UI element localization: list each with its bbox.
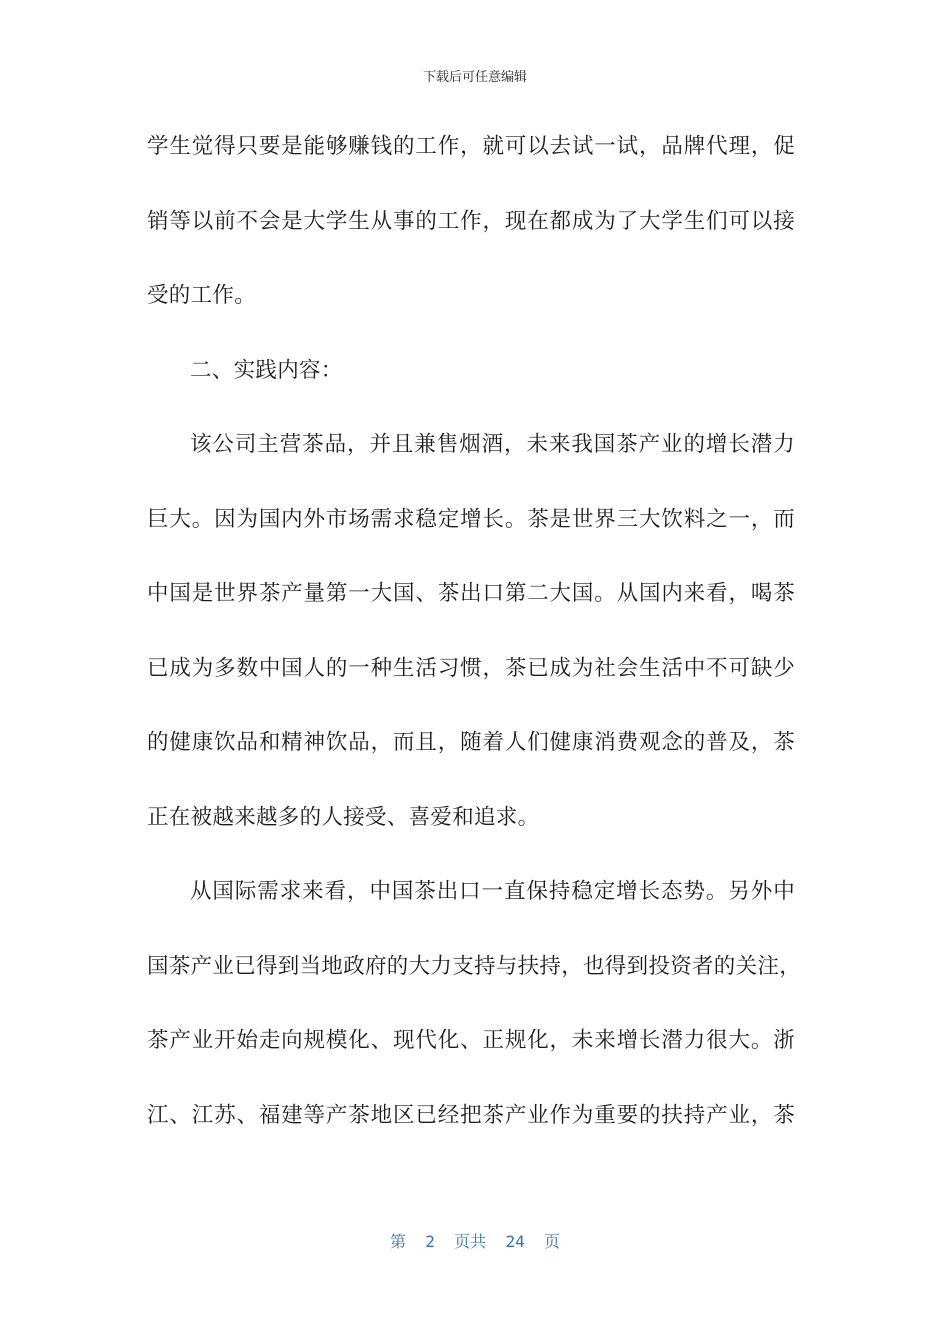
current-page-number: 2 <box>425 1232 435 1251</box>
document-body <box>147 128 802 1171</box>
page-label-mid: 页共 <box>454 1232 487 1251</box>
paragraph-first-line: 从国际需求来看，中国茶出口一直保持稳定增长态势。另外中 <box>190 879 795 904</box>
body-line: 正在被越来越多的人接受、喜爱和追求。 <box>147 804 540 830</box>
body-line: 国茶产业已得到当地政府的大力支持与扶持，也得到投资者的关注， <box>147 953 802 979</box>
body-line: 已成为多数中国人的一种生活习惯，茶已成为社会生活中不可缺少 <box>147 655 795 681</box>
body-line: 销等以前不会是大学生从事的工作，现在都成为了大学生们可以接 <box>147 208 795 234</box>
body-line: 的健康饮品和精神饮品，而且，随着人们健康消费观念的普及，茶 <box>147 730 795 755</box>
section-heading: 二、实践内容： <box>190 357 343 383</box>
body-line: 江、江苏、福建等产茶地区已经把茶产业作为重要的扶持产业，茶 <box>147 1102 795 1128</box>
page-label-prefix: 第 <box>389 1232 406 1251</box>
total-pages-number: 24 <box>505 1232 525 1251</box>
body-line: 茶产业开始走向规模化、现代化、正规化，未来增长潜力很大。浙 <box>147 1028 795 1053</box>
page-label-suffix: 页 <box>543 1232 560 1251</box>
paragraph-first-line: 该公司主营茶品，并且兼售烟酒，未来我国茶产业的增长潜力 <box>190 432 795 457</box>
body-line: 学生觉得只要是能够赚钱的工作，就可以去试一试，品牌代理，促 <box>147 134 795 159</box>
body-line: 巨大。因为国内外市场需求稳定增长。茶是世界三大饮料之一，而 <box>147 506 795 532</box>
page-footer <box>0 1229 950 1252</box>
page-header-note: 下载后可任意编辑 <box>422 70 527 85</box>
body-line: 受的工作。 <box>147 283 257 308</box>
body-line: 中国是世界茶产量第一大国、茶出口第二大国。从国内来看，喝茶 <box>147 581 795 606</box>
